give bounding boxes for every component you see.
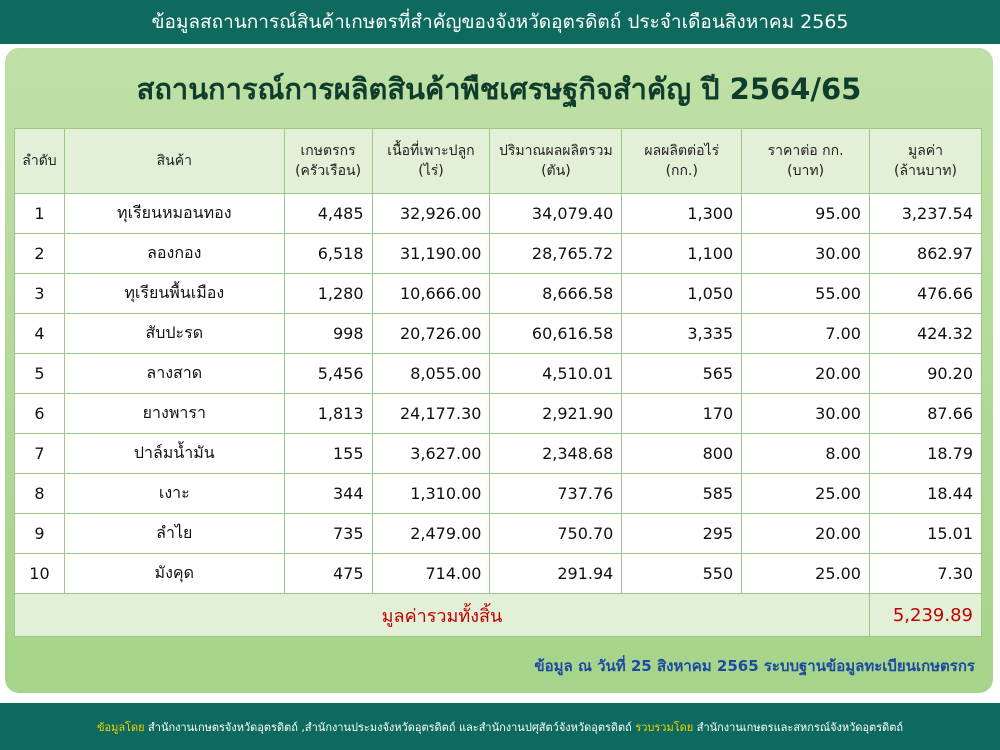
column-header-label: เกษตรกร — [300, 142, 356, 159]
column-header-label: เนื้อที่เพาะปลูก — [387, 142, 475, 159]
table-cell: 6 — [15, 394, 65, 434]
table-cell: 34,079.40 — [490, 194, 622, 234]
table-cell: 8.00 — [742, 434, 870, 474]
table-row — [15, 434, 982, 474]
table-cell: 8,666.58 — [490, 274, 622, 314]
column-header-label: ราคาต่อ กก. — [767, 142, 844, 159]
table-cell: 7.00 — [742, 314, 870, 354]
table-cell: 862.97 — [869, 234, 981, 274]
table-cell: 424.32 — [869, 314, 981, 354]
table-cell: 291.94 — [490, 554, 622, 594]
table-cell: 18.44 — [869, 474, 981, 514]
crop-table — [14, 128, 982, 637]
table-cell: 20,726.00 — [372, 314, 490, 354]
column-header — [64, 129, 284, 194]
data-by-label: ข้อมูลโดย — [96, 720, 145, 734]
table-cell: 5 — [15, 354, 65, 394]
column-header — [742, 129, 870, 194]
table-cell: 32,926.00 — [372, 194, 490, 234]
column-header-label: มูลค่า — [907, 142, 944, 159]
table-cell: 735 — [284, 514, 372, 554]
column-header-unit: (ล้านบาท) — [894, 163, 957, 179]
table-cell: 475 — [284, 554, 372, 594]
table-cell: สับปะรด — [64, 314, 284, 354]
footer-bar — [0, 703, 1000, 750]
table-cell: 30.00 — [742, 234, 870, 274]
table-cell: 2,479.00 — [372, 514, 490, 554]
table-row — [15, 194, 982, 234]
table-cell: 7 — [15, 434, 65, 474]
table-cell: 550 — [622, 554, 742, 594]
table-cell: ลางสาด — [64, 354, 284, 394]
table-cell: 1,280 — [284, 274, 372, 314]
column-header — [372, 129, 490, 194]
table-cell: 10 — [15, 554, 65, 594]
column-header-unit: (บาท) — [787, 163, 825, 179]
column-header — [622, 129, 742, 194]
compiled-by-text: สำนักงานเกษตรและสหกรณ์จังหวัดอุตรดิตถ์ — [693, 720, 904, 734]
table-cell: 714.00 — [372, 554, 490, 594]
page-title: ข้อมูลสถานการณ์สินค้าเกษตรที่สำคัญของจังหวัดอุตรดิตถ์ ประจำเดือนสิงหาคม 2565 — [151, 11, 849, 33]
table-row — [15, 314, 982, 354]
column-header-label: ลำดับ — [22, 152, 57, 169]
column-header — [490, 129, 622, 194]
column-header-unit: (ตัน) — [541, 163, 571, 179]
data-by-text: สำนักงานเกษตรจังหวัดอุตรดิตถ์ ,สำนักงานประมงจังหวัดอุตรดิตถ์ และสำนักงานปศุสัตว์จังหวัดอุตรดิตถ์ — [144, 720, 636, 734]
table-cell: 25.00 — [742, 554, 870, 594]
column-header — [284, 129, 372, 194]
column-header — [869, 129, 981, 194]
column-header-label: สินค้า — [156, 152, 192, 169]
column-header-label: ผลผลิตต่อไร่ — [644, 142, 720, 159]
table-cell: ลองกอง — [64, 234, 284, 274]
table-cell: 90.20 — [869, 354, 981, 394]
table-cell: ลำไย — [64, 514, 284, 554]
table-cell: 750.70 — [490, 514, 622, 554]
table-row — [15, 474, 982, 514]
table-cell: 7.30 — [869, 554, 981, 594]
table-cell: 3 — [15, 274, 65, 314]
table-cell: 18.79 — [869, 434, 981, 474]
compiled-by-label: รวบรวมโดย — [635, 720, 694, 734]
table-cell: 25.00 — [742, 474, 870, 514]
table-cell: 8 — [15, 474, 65, 514]
table-cell: 9 — [15, 514, 65, 554]
table-cell: 6,518 — [284, 234, 372, 274]
table-cell: 170 — [622, 394, 742, 434]
table-cell: 3,627.00 — [372, 434, 490, 474]
column-header-label: ปริมาณผลผลิตรวม — [499, 142, 613, 159]
table-cell: 5,456 — [284, 354, 372, 394]
table-cell: เงาะ — [64, 474, 284, 514]
table-cell: 10,666.00 — [372, 274, 490, 314]
table-cell: 31,190.00 — [372, 234, 490, 274]
table-cell: 3,335 — [622, 314, 742, 354]
table-cell: 1,100 — [622, 234, 742, 274]
table-cell: 800 — [622, 434, 742, 474]
table-row — [15, 234, 982, 274]
table-cell: ทุเรียนหมอนทอง — [64, 194, 284, 234]
table-cell: 1,300 — [622, 194, 742, 234]
table-cell: 28,765.72 — [490, 234, 622, 274]
total-row — [15, 594, 982, 637]
table-row — [15, 514, 982, 554]
table-cell: 20.00 — [742, 514, 870, 554]
table-row — [15, 554, 982, 594]
table-cell: 2 — [15, 234, 65, 274]
panel-title: สถานการณ์การผลิตสินค้าพืชเศรษฐกิจสำคัญ ปี 2564/65 — [136, 72, 862, 106]
table-cell: 8,055.00 — [372, 354, 490, 394]
table-cell: ยางพารา — [64, 394, 284, 434]
table-cell: 565 — [622, 354, 742, 394]
table-cell: 20.00 — [742, 354, 870, 394]
table-cell: 998 — [284, 314, 372, 354]
table-cell: มังคุด — [64, 554, 284, 594]
total-label: มูลค่ารวมทั้งสิ้น — [15, 594, 870, 637]
table-cell: 1 — [15, 194, 65, 234]
table-cell: 737.76 — [490, 474, 622, 514]
table-cell: 15.01 — [869, 514, 981, 554]
table-cell: 4,485 — [284, 194, 372, 234]
table-cell: 3,237.54 — [869, 194, 981, 234]
footer-text — [97, 718, 903, 736]
table-cell: 1,813 — [284, 394, 372, 434]
table-cell: 4 — [15, 314, 65, 354]
table-cell: 87.66 — [869, 394, 981, 434]
table-cell: 2,348.68 — [490, 434, 622, 474]
table-cell: 95.00 — [742, 194, 870, 234]
table-cell: 2,921.90 — [490, 394, 622, 434]
table-cell: 60,616.58 — [490, 314, 622, 354]
table-row — [15, 394, 982, 434]
table-cell: 295 — [622, 514, 742, 554]
column-header — [15, 129, 65, 194]
column-header-unit: (กก.) — [665, 163, 698, 179]
table-cell: 30.00 — [742, 394, 870, 434]
table-cell: ปาล์มน้ำมัน — [64, 434, 284, 474]
table-cell: 476.66 — [869, 274, 981, 314]
table-cell: 155 — [284, 434, 372, 474]
table-cell: 1,310.00 — [372, 474, 490, 514]
table-cell: 585 — [622, 474, 742, 514]
table-header-row — [15, 129, 982, 194]
table-cell: 24,177.30 — [372, 394, 490, 434]
table-cell: 1,050 — [622, 274, 742, 314]
table-row — [15, 274, 982, 314]
table-cell: 344 — [284, 474, 372, 514]
total-value: 5,239.89 — [869, 594, 981, 637]
table-row — [15, 354, 982, 394]
table-cell: 4,510.01 — [490, 354, 622, 394]
column-header-unit: (ครัวเรือน) — [295, 163, 362, 179]
table-cell: ทุเรียนพื้นเมือง — [64, 274, 284, 314]
top-banner — [0, 0, 1000, 44]
content-panel — [5, 48, 993, 693]
data-source-note: ข้อมูล ณ วันที่ 25 สิงหาคม 2565 ระบบฐานข้อมูลทะเบียนเกษตรกร — [534, 657, 975, 675]
table-cell: 55.00 — [742, 274, 870, 314]
column-header-unit: (ไร่) — [418, 163, 444, 179]
